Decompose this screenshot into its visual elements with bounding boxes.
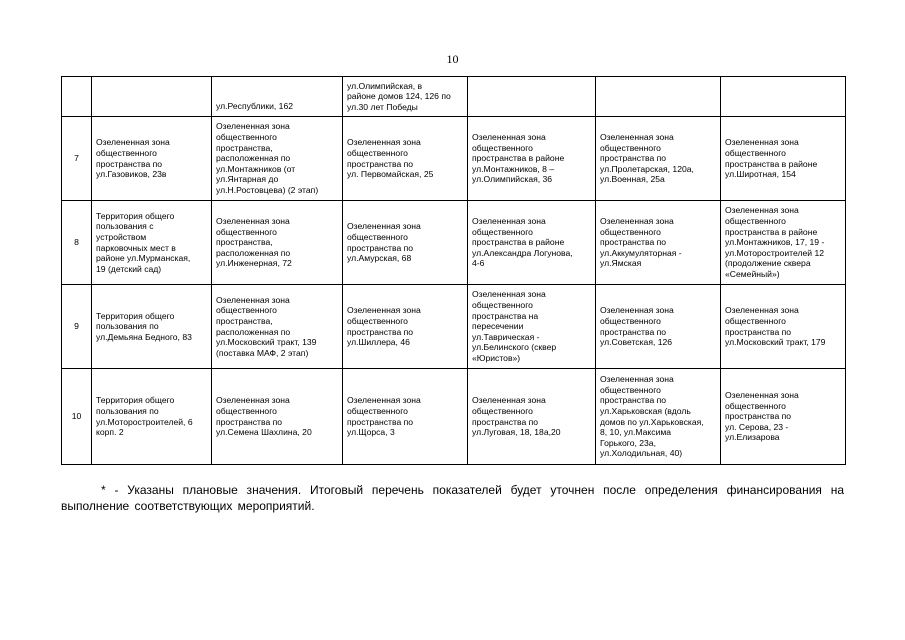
table-cell <box>596 201 721 285</box>
cell-text: Озелененная зона общественного пространства по ул.Щорса, 3 <box>347 395 421 438</box>
cell-text: Озелененная зона общественного пространства по ул.Луговая, 18, 18а,20 <box>472 395 561 438</box>
cell-text: Озелененная зона общественного пространства по ул.Аккумуляторная - ул.Ямская <box>600 216 682 269</box>
table-cell <box>343 77 468 117</box>
table-row <box>62 285 846 369</box>
table-cell <box>468 117 596 201</box>
table-cell <box>596 285 721 369</box>
cell-text: Озелененная зона общественного пространства в районе ул.Александра Логунова, 4-6 <box>472 216 573 269</box>
table-cell <box>92 369 212 465</box>
table-cell <box>721 117 846 201</box>
table-row <box>62 117 846 201</box>
cell-text: Озелененная зона общественного пространства по ул.Амурская, 68 <box>347 221 421 264</box>
cell-text: Озелененная зона общественного пространства по ул.Пролетарская, 120а, ул.Военная, 25а <box>600 132 694 185</box>
table-cell <box>212 77 343 117</box>
table-cell <box>468 77 596 117</box>
cell-text: Озелененная зона общественного пространства по ул.Шиллера, 46 <box>347 305 421 348</box>
cell-text: Территория общего пользования по ул.Моторостроителей, 6 корп. 2 <box>96 395 193 438</box>
row-number <box>62 77 92 117</box>
table-cell <box>596 77 721 117</box>
table-cell <box>343 117 468 201</box>
table-cell <box>92 77 212 117</box>
cell-text: Озелененная зона общественного пространства по ул. Серова, 23 - ул.Елизарова <box>725 390 799 443</box>
table-row <box>62 77 846 117</box>
cell-text: Озелененная зона общественного пространства в районе ул.Широтная, 154 <box>725 137 818 180</box>
row-number: 7 <box>62 117 92 201</box>
table-cell <box>721 201 846 285</box>
cell-text: ул.Олимпийская, в районе домов 124, 126 по ул.30 лет Победы <box>347 80 451 112</box>
row-number: 10 <box>62 369 92 465</box>
cell-text: Озелененная зона общественного пространства в районе ул.Монтажников, 17, 19 - ул.Моторостроителей 12 (продолжение сквера «Семейный») <box>725 205 825 279</box>
table-cell <box>721 285 846 369</box>
table-cell <box>468 201 596 285</box>
table-cell <box>212 285 343 369</box>
table-cell <box>343 201 468 285</box>
table-cell <box>92 117 212 201</box>
table-cell <box>212 117 343 201</box>
table-cell <box>596 369 721 465</box>
cell-text: Озелененная зона общественного пространства по ул.Советская, 126 <box>600 305 674 348</box>
cell-text: Озелененная зона общественного пространства, расположенная по ул.Монтажников (от ул.Янтарная до ул.Н.Ростовцева) (2 этап) <box>216 121 319 195</box>
table-row <box>62 201 846 285</box>
table-cell <box>212 369 343 465</box>
cell-text: Озелененная зона общественного пространства по ул.Московский тракт, 179 <box>725 305 826 348</box>
row-number: 8 <box>62 201 92 285</box>
table-cell <box>468 285 596 369</box>
cell-text: Озелененная зона общественного пространства на пересечении ул.Таврическая - ул.Белинского (сквер «Юристов») <box>472 289 557 363</box>
table-cell <box>343 369 468 465</box>
cell-text: ул.Республики, 162 <box>216 101 294 112</box>
cell-text: Озелененная зона общественного пространства по ул. Первомайская, 25 <box>347 137 434 180</box>
table-cell <box>596 117 721 201</box>
table-cell <box>468 369 596 465</box>
table-cell <box>92 285 212 369</box>
cell-text: Озелененная зона общественного пространства, расположенная по ул.Инженерная, 72 <box>216 216 292 269</box>
cell-text: Озелененная зона общественного пространства по ул.Газовиков, 23в <box>96 137 170 180</box>
table-cell <box>721 369 846 465</box>
table-row <box>62 369 846 465</box>
table-cell <box>92 201 212 285</box>
row-number: 9 <box>62 285 92 369</box>
table-cell <box>212 201 343 285</box>
footnote: * - Указаны плановые значения. Итоговый перечень показателей будет уточнен после определения финансирования на выполнение соответствующих мероприятий. <box>61 483 844 513</box>
cell-text: Территория общего пользования с устройством парковочных мест в районе ул.Мурманская, 19 (детский сад) <box>96 210 191 274</box>
table-cell <box>721 77 846 117</box>
cell-text: Озелененная зона общественного пространства по ул.Харьковская (вдоль домов по ул.Харьковская, 8, 10, ул.Максима Горького, 23а, ул.Холодильная, 40) <box>600 374 704 459</box>
cell-text: Озелененная зона общественного пространства, расположенная по ул.Московский тракт, 139 (поставка МАФ, 2 этап) <box>216 294 317 358</box>
cell-text: Озелененная зона общественного пространства в районе ул.Монтажников, 8 – ул.Олимпийская, 36 <box>472 132 565 185</box>
page-number: 10 <box>446 52 459 66</box>
cell-text: Территория общего пользования по ул.Демьяна Бедного, 83 <box>96 310 192 342</box>
cell-text: Озелененная зона общественного пространства по ул.Семена Шахлина, 20 <box>216 395 312 438</box>
table-cell <box>343 285 468 369</box>
projects-table <box>61 76 846 465</box>
